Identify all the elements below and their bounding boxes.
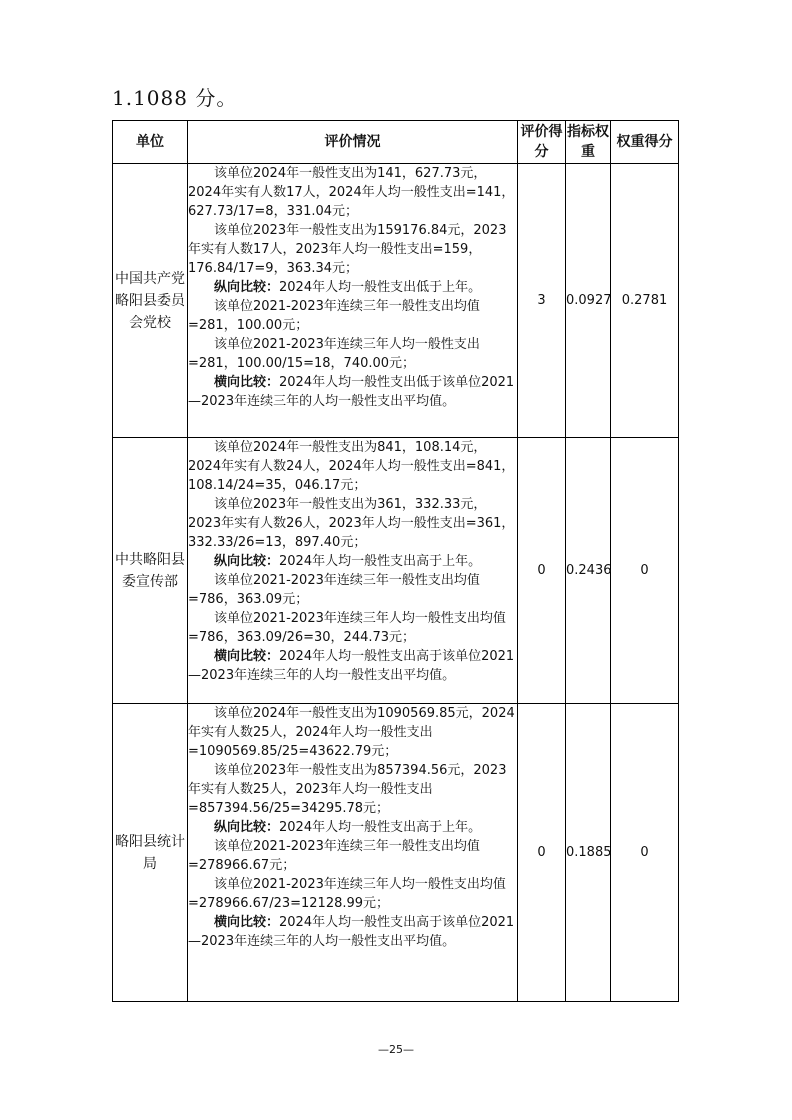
- unit-name-cell: 中共略阳县委宣传部: [113, 438, 188, 704]
- evaluation-line: [188, 373, 517, 411]
- score-cell: 0: [518, 438, 566, 704]
- evaluation-text: 该单位2024年一般性支出为1090569.85元，2024年实有人数25人，2024年人均一般性支出=1090569.85/25=43622.79元；: [188, 706, 515, 759]
- header-weight: 指标权重: [566, 121, 611, 164]
- evaluation-text: 该单位2023年一般性支出为361，332.33元，2023年实有人数26人，2023年人均一般性支出=361，332.33/26=13，897.40元；: [188, 497, 515, 550]
- evaluation-line: [188, 164, 517, 221]
- unit-name-cell: 略阳县统计局: [113, 704, 188, 1002]
- evaluation-line: [188, 837, 517, 875]
- header-evaluation: 评价情况: [188, 121, 518, 164]
- evaluation-text: 2024年人均一般性支出高于上年。: [279, 820, 482, 835]
- evaluation-line: [188, 913, 517, 951]
- comparison-label: 纵向比较：: [214, 280, 280, 295]
- evaluation-text: 该单位2021-2023年连续三年人均一般性支出均值=278966.67/23=12128.99元；: [188, 877, 506, 911]
- table-row: [113, 164, 679, 438]
- evaluation-line: [188, 221, 517, 278]
- evaluation-line: [188, 609, 517, 647]
- evaluation-text: 该单位2024年一般性支出为141，627.73元，2024年实有人数17人，2024年人均一般性支出=141，627.73/17=8，331.04元；: [188, 166, 515, 219]
- score-cell: 0: [518, 704, 566, 1002]
- evaluation-line: [188, 495, 517, 552]
- evaluation-line: [188, 761, 517, 818]
- weight-cell: 0.2436: [566, 438, 611, 704]
- evaluation-text: 该单位2021-2023年连续三年一般性支出均值=278966.67元；: [188, 839, 480, 873]
- evaluation-line: [188, 647, 517, 685]
- table-header-row: [113, 121, 679, 164]
- weighted-score-cell: 0: [611, 438, 679, 704]
- comparison-label: 横向比较：: [214, 915, 280, 930]
- weighted-score-cell: 0: [611, 704, 679, 1002]
- comparison-label: 纵向比较：: [214, 820, 280, 835]
- unit-name-cell: 中国共产党略阳县委员会党校: [113, 164, 188, 438]
- evaluation-line: [188, 818, 517, 837]
- evaluation-text: 2024年人均一般性支出低于该单位2021—2023年连续三年的人均一般性支出平均值。: [188, 375, 515, 409]
- section-heading: 1.1088 分。: [112, 86, 238, 110]
- evaluation-line: [188, 297, 517, 335]
- header-score: 评价得分: [518, 121, 566, 164]
- evaluation-text: 该单位2023年一般性支出为857394.56元，2023年实有人数25人，2023年人均一般性支出=857394.56/25=34295.78元；: [188, 763, 507, 816]
- evaluation-line: [188, 278, 517, 297]
- evaluation-description-cell: [188, 164, 518, 438]
- table-row: [113, 704, 679, 1002]
- evaluation-text: 该单位2021-2023年连续三年人均一般性支出均值=786，363.09/26=30，244.73元；: [188, 611, 506, 645]
- evaluation-text: 该单位2023年一般性支出为159176.84元，2023年实有人数17人，2023年人均一般性支出=159，176.84/17=9，363.34元；: [188, 223, 507, 276]
- evaluation-line: [188, 552, 517, 571]
- evaluation-line: [188, 875, 517, 913]
- evaluation-description-cell: [188, 438, 518, 704]
- comparison-label: 横向比较：: [214, 375, 280, 390]
- evaluation-line: [188, 438, 517, 495]
- weight-cell: 0.1885: [566, 704, 611, 1002]
- evaluation-table: [112, 120, 679, 1002]
- weight-cell: 0.0927: [566, 164, 611, 438]
- evaluation-line: [188, 335, 517, 373]
- page-number: —25—: [378, 1043, 414, 1056]
- evaluation-text: 该单位2021-2023年连续三年人均一般性支出=281，100.00/15=18，740.00元；: [188, 337, 480, 371]
- evaluation-line: [188, 571, 517, 609]
- score-cell: 3: [518, 164, 566, 438]
- evaluation-text: 2024年人均一般性支出高于该单位2021—2023年连续三年的人均一般性支出平均值。: [188, 915, 515, 949]
- evaluation-text: 2024年人均一般性支出低于上年。: [279, 280, 482, 295]
- evaluation-text: 该单位2024年一般性支出为841，108.14元，2024年实有人数24人，2024年人均一般性支出=841，108.14/24=35，046.17元；: [188, 440, 515, 493]
- evaluation-description-cell: [188, 704, 518, 1002]
- evaluation-text: 该单位2021-2023年连续三年一般性支出均值=786，363.09元；: [188, 573, 480, 607]
- comparison-label: 纵向比较：: [214, 554, 280, 569]
- weighted-score-cell: 0.2781: [611, 164, 679, 438]
- table-row: [113, 438, 679, 704]
- header-unit: 单位: [113, 121, 188, 164]
- evaluation-text: 2024年人均一般性支出高于该单位2021—2023年连续三年的人均一般性支出平均值。: [188, 649, 515, 683]
- header-weighted-score: 权重得分: [611, 121, 679, 164]
- evaluation-text: 该单位2021-2023年连续三年一般性支出均值=281，100.00元；: [188, 299, 480, 333]
- evaluation-text: 2024年人均一般性支出高于上年。: [279, 554, 482, 569]
- evaluation-line: [188, 704, 517, 761]
- comparison-label: 横向比较：: [214, 649, 280, 664]
